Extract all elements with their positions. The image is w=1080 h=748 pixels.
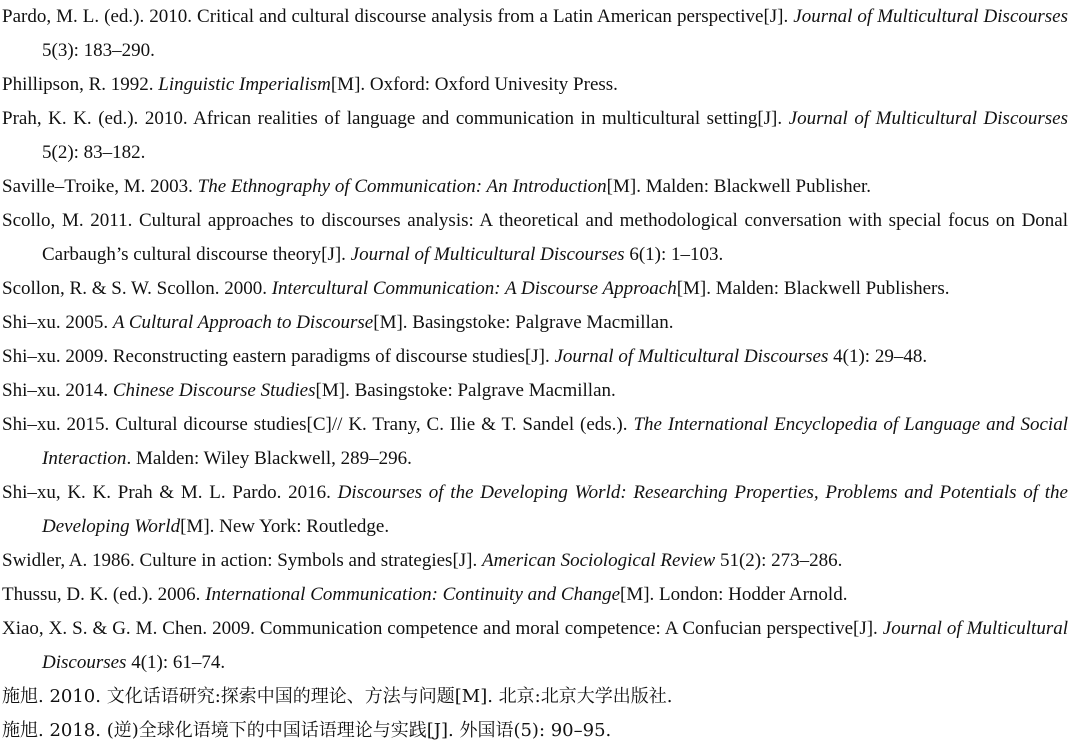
ref-text: 施旭. 2010. 文化话语研究:探索中国的理论、方法与问题[M]. 北京:北京大学出版社. xyxy=(2,686,673,707)
ref-text: Scollon, R. & S. W. Scollon. 2000. xyxy=(2,278,272,299)
ref-text: [M]. Basingstoke: Palgrave Macmillan. xyxy=(315,380,616,401)
ref-text: . Malden: Wiley Blackwell, 289–296. xyxy=(126,448,412,469)
reference-entry xyxy=(2,578,1068,612)
ref-title: Linguistic Imperialism xyxy=(158,74,331,95)
ref-title: Intercultural Communication: A Discourse Approach xyxy=(271,278,677,299)
ref-text: 施旭. 2018. (逆)全球化语境下的中国话语理论与实践[J]. 外国语(5): 90–95. xyxy=(2,720,612,741)
ref-text: [M]. Basingstoke: Palgrave Macmillan. xyxy=(373,312,674,333)
ref-title: The Ethnography of Communication: An Introduction xyxy=(197,176,607,197)
ref-text: Shi–xu. 2005. xyxy=(2,312,113,333)
ref-text: 4(1): 61–74. xyxy=(126,652,226,673)
reference-entry xyxy=(2,102,1068,170)
reference-entry xyxy=(2,170,1068,204)
ref-title: American Sociological Review xyxy=(482,550,716,571)
ref-text: 6(1): 1–103. xyxy=(624,244,724,265)
reference-entry xyxy=(2,408,1068,476)
ref-text: Shi–xu. 2009. Reconstructing eastern paradigms of discourse studies[J]. xyxy=(2,346,555,367)
ref-text: Scollo, M. 2011. Cultural approaches to discourses analysis: A theoretical and methodological conversation with special focus on Donal Carbaugh’s cultural discourse theory[J]. xyxy=(2,210,1068,265)
reference-entry xyxy=(2,374,1068,408)
ref-title: Journal of Multicultural Discourses xyxy=(42,618,1068,673)
ref-text: [M]. Malden: Blackwell Publisher. xyxy=(606,176,872,197)
ref-title: Journal of Multicultural Discourses xyxy=(788,108,1068,129)
ref-text: Saville–Troike, M. 2003. xyxy=(2,176,198,197)
ref-text: [M]. New York: Routledge. xyxy=(180,516,390,537)
reference-entry xyxy=(2,680,1068,714)
reference-entry xyxy=(2,544,1068,578)
reference-entry xyxy=(2,68,1068,102)
reference-entry xyxy=(2,0,1068,68)
ref-title: Journal of Multicultural Discourses xyxy=(554,346,829,367)
ref-text: [M]. Malden: Blackwell Publishers. xyxy=(676,278,950,299)
ref-text: 51(2): 273–286. xyxy=(715,550,843,571)
reference-entry xyxy=(2,612,1068,680)
ref-title: International Communication: Continuity and Change xyxy=(205,584,620,605)
ref-text: Phillipson, R. 1992. xyxy=(2,74,159,95)
ref-text: Xiao, X. S. & G. M. Chen. 2009. Communication competence and moral competence: A Confucian perspective[J]. xyxy=(2,618,883,639)
ref-text: Pardo, M. L. (ed.). 2010. Critical and cultural discourse analysis from a Latin American perspective[J]. xyxy=(2,6,794,27)
reference-entry xyxy=(2,714,1068,748)
ref-text: Thussu, D. K. (ed.). 2006. xyxy=(2,584,206,605)
reference-entry xyxy=(2,204,1068,272)
ref-title: The International Encyclopedia of Language and Social Interaction xyxy=(42,414,1068,469)
ref-text: [M]. Oxford: Oxford Univesity Press. xyxy=(330,74,618,95)
ref-text: 4(1): 29–48. xyxy=(828,346,928,367)
reference-entry xyxy=(2,306,1068,340)
ref-text: 5(3): 183–290. xyxy=(42,40,155,61)
ref-text: Shi–xu. 2015. Cultural dicourse studies[C]// K. Trany, C. Ilie & T. Sandel (eds.). xyxy=(2,414,634,435)
ref-text: Swidler, A. 1986. Culture in action: Symbols and strategies[J]. xyxy=(2,550,482,571)
ref-text: Shi–xu. 2014. xyxy=(2,380,113,401)
reference-entry xyxy=(2,272,1068,306)
ref-title: Discourses of the Developing World: Researching Properties, Problems and Potentials of the Developing World xyxy=(42,482,1068,537)
ref-title: Journal of Multicultural Discourses xyxy=(793,6,1068,27)
reference-entry xyxy=(2,476,1068,544)
ref-title: A Cultural Approach to Discourse xyxy=(112,312,374,333)
ref-text: 5(2): 83–182. xyxy=(42,142,146,163)
ref-title: Chinese Discourse Studies xyxy=(112,380,316,401)
ref-title: Journal of Multicultural Discourses xyxy=(350,244,625,265)
ref-text: Prah, K. K. (ed.). 2010. African realities of language and communication in multicultural setting[J]. xyxy=(2,108,789,129)
ref-text: [M]. London: Hodder Arnold. xyxy=(620,584,848,605)
reference-entry xyxy=(2,340,1068,374)
ref-text: Shi–xu, K. K. Prah & M. L. Pardo. 2016. xyxy=(2,482,338,503)
